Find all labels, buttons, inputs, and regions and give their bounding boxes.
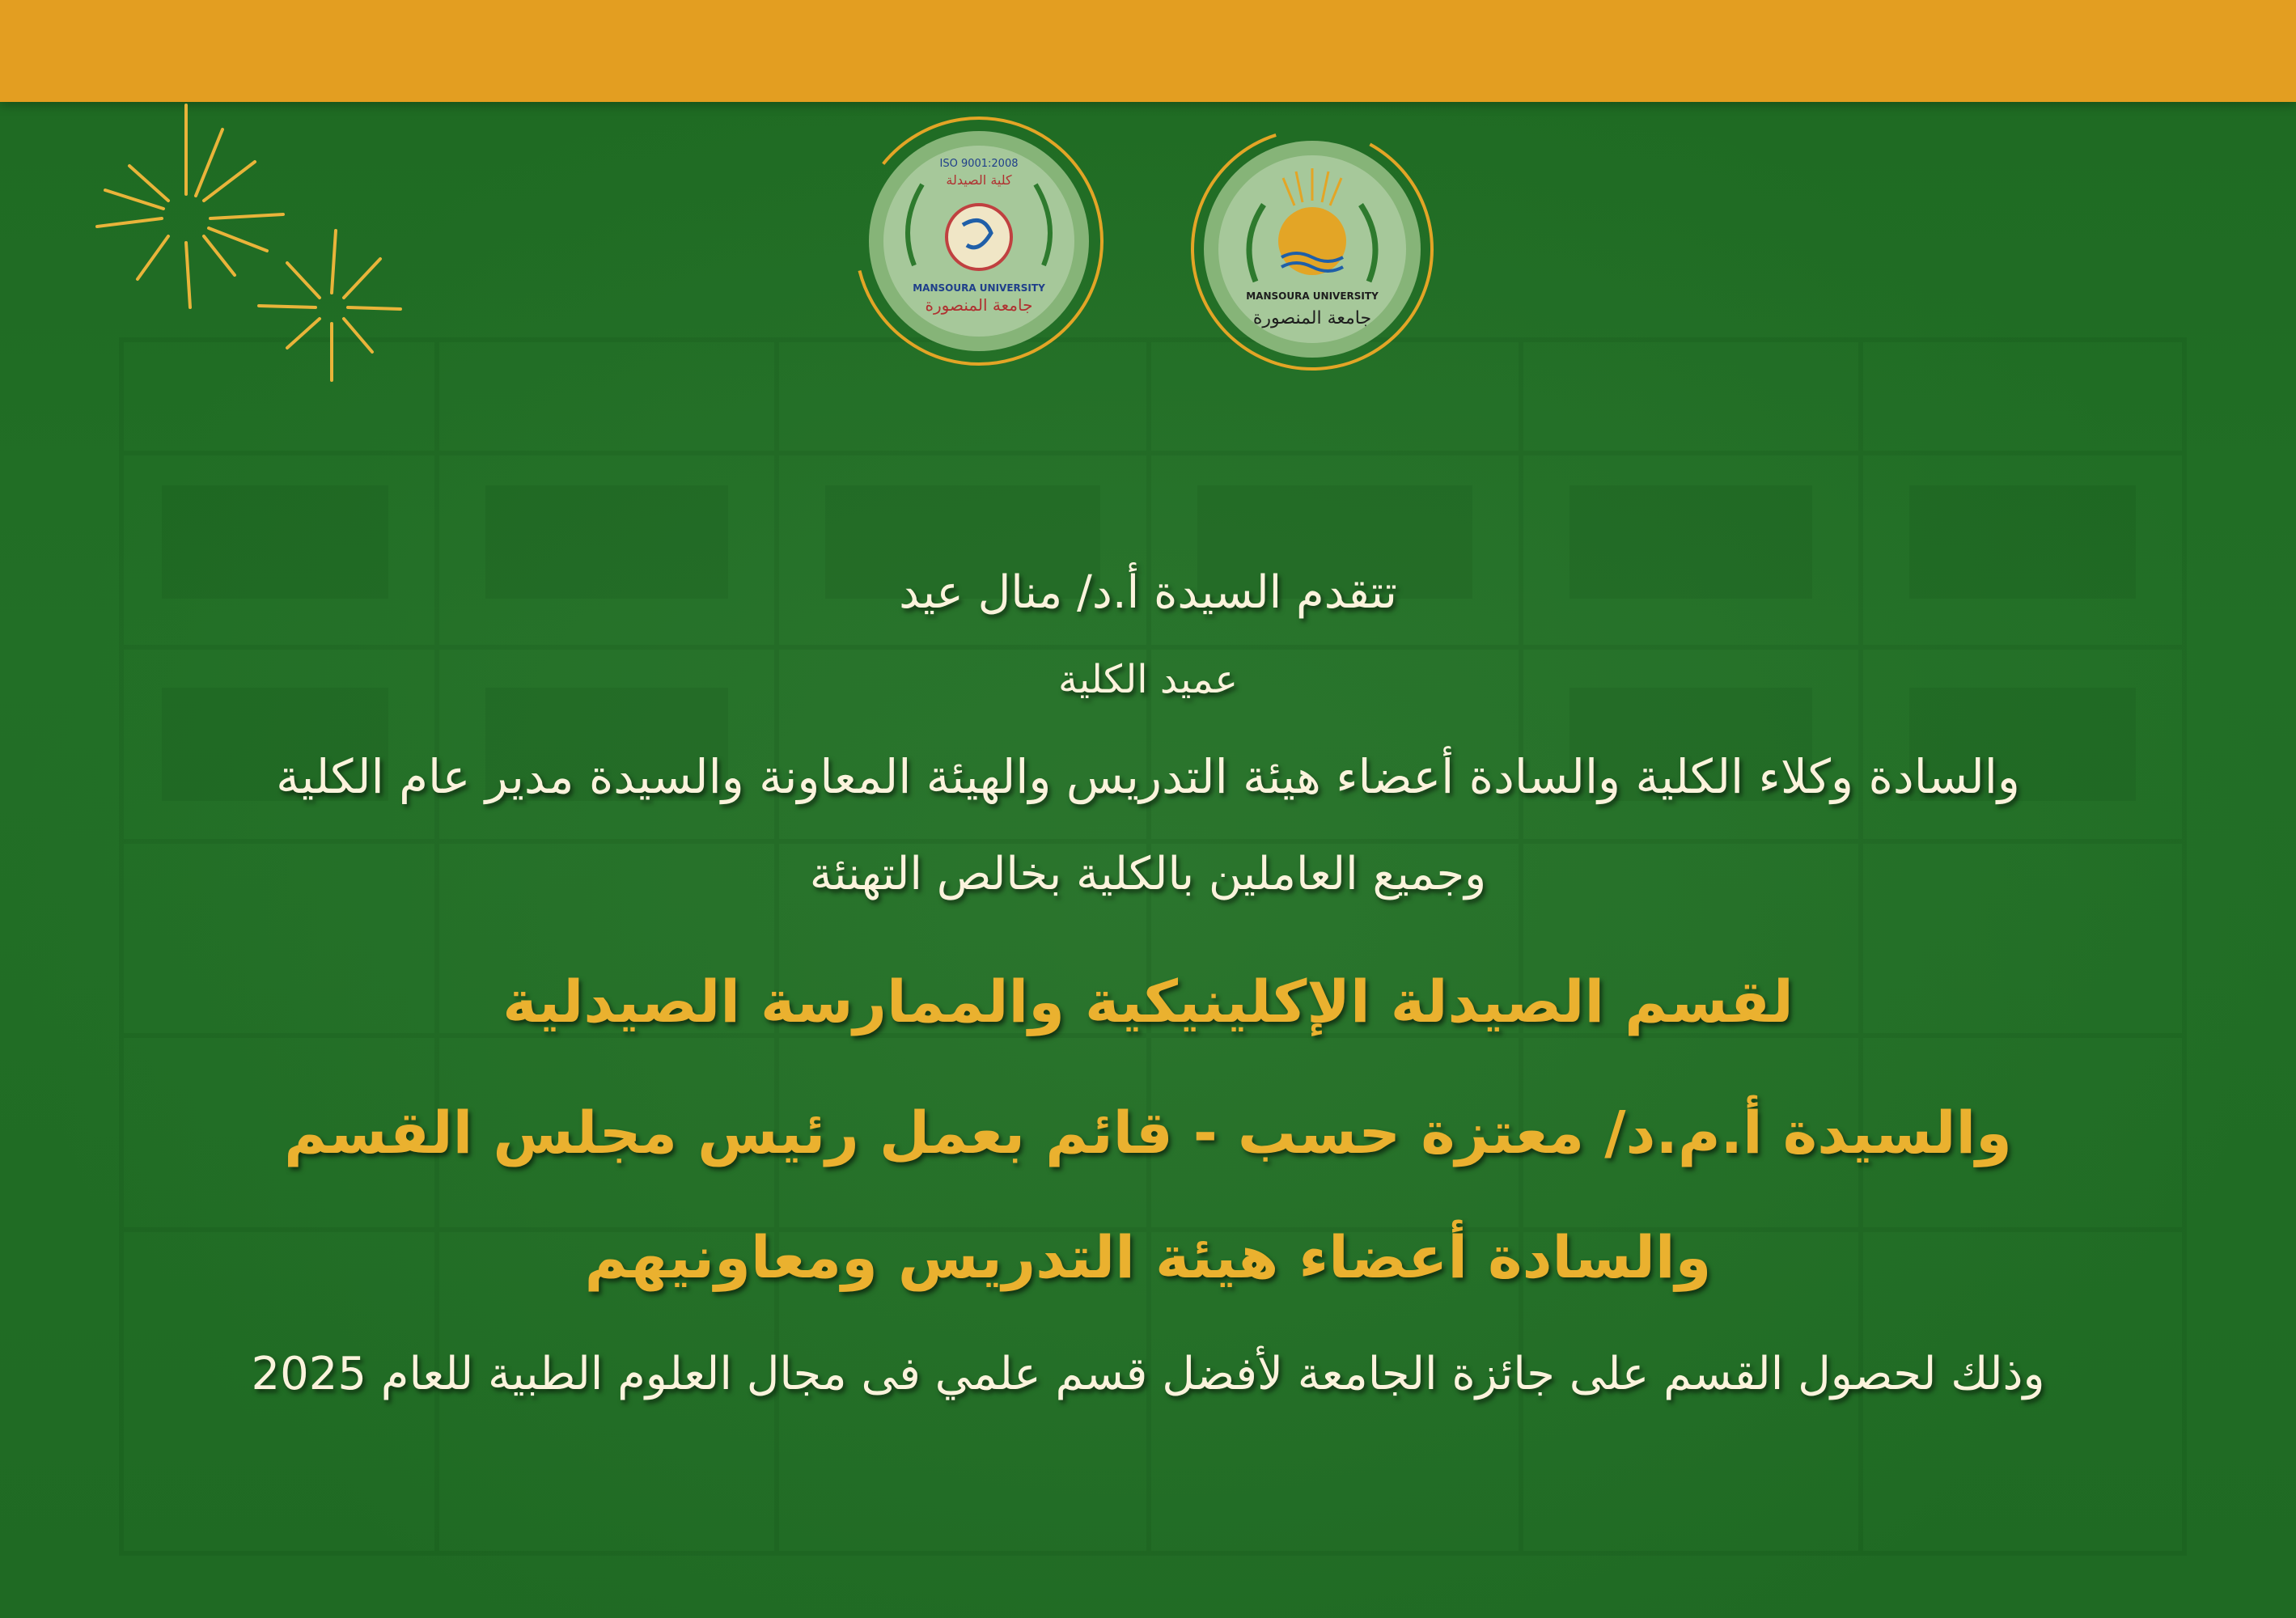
university-logo <box>1183 120 1442 379</box>
award-reason-line: وذلك لحصول القسم على جائزة الجامعة لأفضل قسم علمي فى مجال العلوم الطبية للعام 2025 <box>251 1348 2045 1400</box>
congrats-line: وجميع العاملين بالكلية بخالص التهنئة <box>809 848 1487 900</box>
faculty-logo-english: MANSOURA UNIVERSITY <box>913 282 1045 294</box>
faculty-members-line: والسادة أعضاء هيئة التدريس ومعاونيهم <box>584 1223 1712 1291</box>
department-head-line: والسيدة أ.م.د/ معتزة حسب - قائم بعمل رئيس مجلس القسم <box>284 1099 2012 1167</box>
faculty-logo-arabic: جامعة المنصورة <box>925 295 1033 315</box>
dean-title-line: عميد الكلية <box>1058 657 1238 702</box>
top-accent-bar <box>0 0 2296 102</box>
dean-intro-line: تتقدم السيدة أ.د/ منال عيد <box>899 566 1397 619</box>
university-logo-arabic: جامعة المنصورة <box>1252 308 1372 328</box>
staff-line: والسادة وكلاء الكلية والسادة أعضاء هيئة التدريس والهيئة المعاونة والسيدة مدير عام الكلية <box>276 749 2020 804</box>
department-name-line: لقسم الصيدلة الإكلينيكية والممارسة الصيدلية <box>502 968 1794 1036</box>
faculty-logo <box>841 104 1116 379</box>
faculty-logo-subtitle: كلية الصيدلة <box>946 172 1012 188</box>
faculty-logo-iso: ISO 9001:2008 <box>939 158 1019 170</box>
university-logo-english: MANSOURA UNIVERSITY <box>1246 290 1379 302</box>
fireworks-icon <box>65 97 437 404</box>
